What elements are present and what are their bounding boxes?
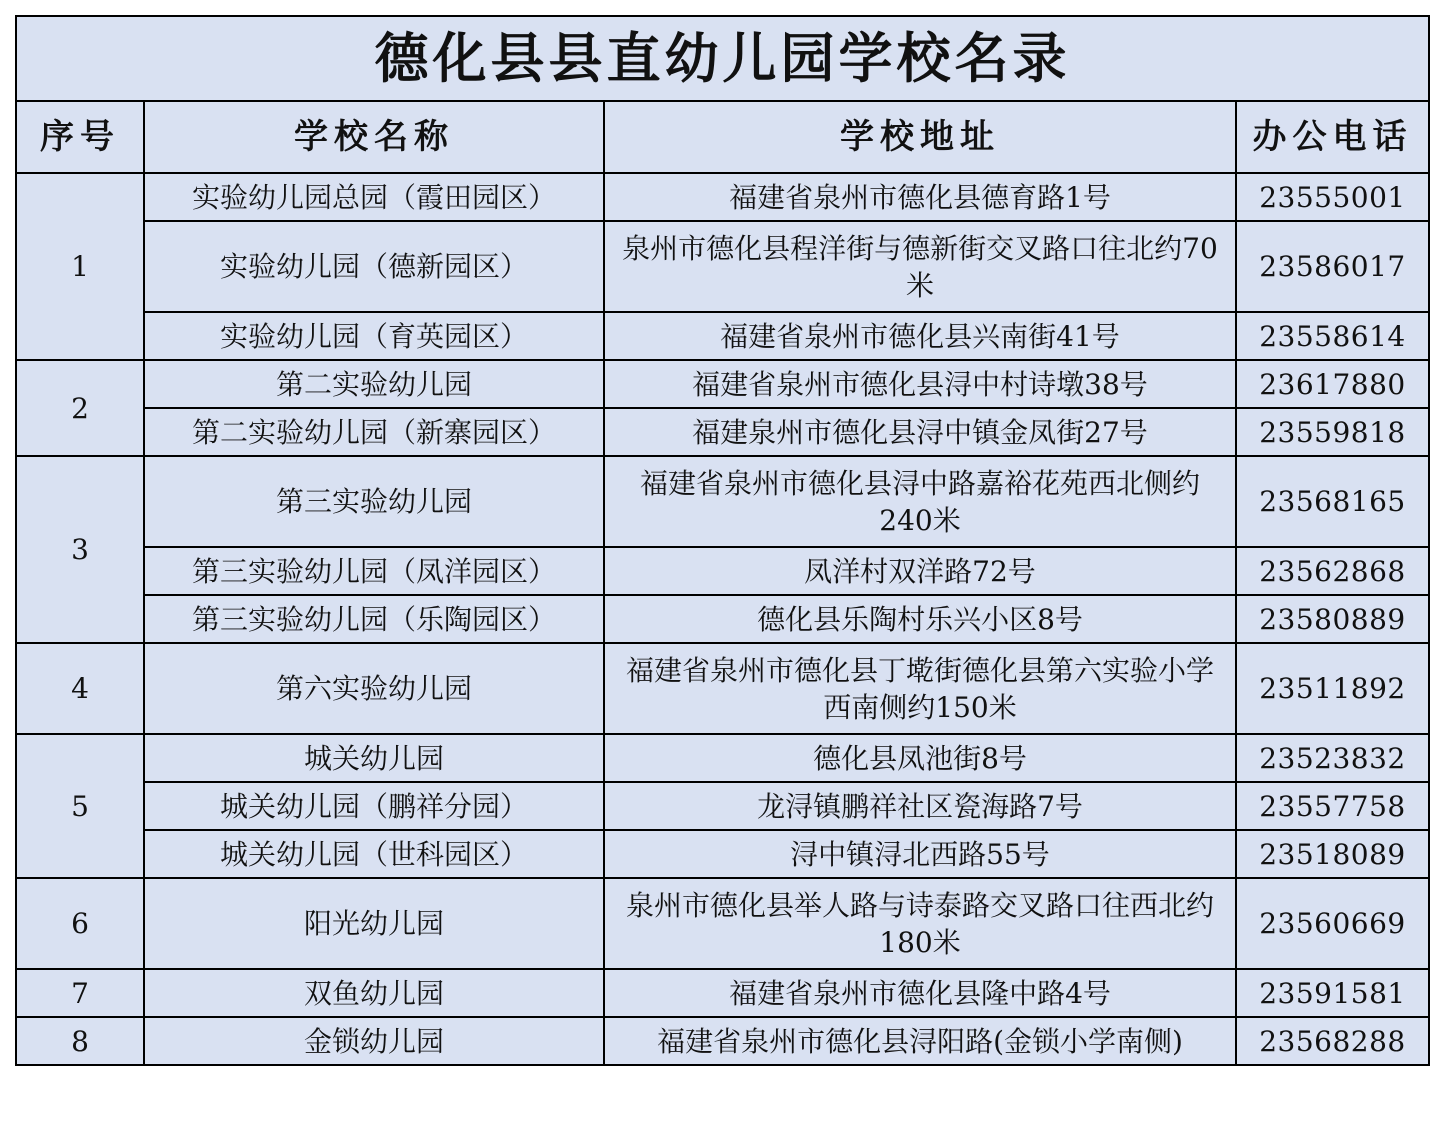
school-name-cell: 第三实验幼儿园（凤洋园区） (144, 547, 604, 595)
table-row (16, 312, 1429, 360)
school-name-cell: 城关幼儿园 (144, 734, 604, 782)
table-row (16, 221, 1429, 312)
table-row (16, 969, 1429, 1017)
school-phone-cell: 23560669 (1236, 878, 1429, 969)
school-address-cell: 凤洋村双洋路72号 (604, 547, 1236, 595)
table-row (16, 456, 1429, 547)
school-address-cell: 浔中镇浔北西路55号 (604, 830, 1236, 878)
kindergarten-directory-table (15, 15, 1430, 1066)
kindergarten-directory-sheet (15, 15, 1428, 1110)
page-title: 德化县县直幼儿园学校名录 (16, 16, 1429, 101)
seq-cell: 2 (16, 360, 144, 456)
header-row (16, 101, 1429, 173)
header-seq: 序号 (16, 101, 144, 173)
school-phone-cell: 23558614 (1236, 312, 1429, 360)
school-address-cell: 福建省泉州市德化县浔中路嘉裕花苑西北侧约240米 (604, 456, 1236, 547)
school-phone-cell: 23568165 (1236, 456, 1429, 547)
table-row (16, 878, 1429, 969)
table-row (16, 1017, 1429, 1065)
school-address-cell: 德化县凤池街8号 (604, 734, 1236, 782)
school-address-cell: 福建省泉州市德化县隆中路4号 (604, 969, 1236, 1017)
seq-cell: 5 (16, 734, 144, 878)
table-row (16, 408, 1429, 456)
school-address-cell: 福建省泉州市德化县兴南街41号 (604, 312, 1236, 360)
school-address-cell: 德化县乐陶村乐兴小区8号 (604, 595, 1236, 643)
school-phone-cell: 23559818 (1236, 408, 1429, 456)
school-name-cell: 金锁幼儿园 (144, 1017, 604, 1065)
school-name-cell: 第三实验幼儿园 (144, 456, 604, 547)
school-phone-cell: 23557758 (1236, 782, 1429, 830)
school-phone-cell: 23511892 (1236, 643, 1429, 734)
header-address: 学校地址 (604, 101, 1236, 173)
seq-cell: 7 (16, 969, 144, 1017)
school-name-cell: 阳光幼儿园 (144, 878, 604, 969)
seq-cell: 6 (16, 878, 144, 969)
school-name-cell: 第二实验幼儿园 (144, 360, 604, 408)
table-row (16, 173, 1429, 221)
school-phone-cell: 23591581 (1236, 969, 1429, 1017)
table-row (16, 830, 1429, 878)
school-address-cell: 福建省泉州市德化县丁墘街德化县第六实验小学西南侧约150米 (604, 643, 1236, 734)
school-address-cell: 福建省泉州市德化县德育路1号 (604, 173, 1236, 221)
school-name-cell: 实验幼儿园（德新园区） (144, 221, 604, 312)
school-address-cell: 福建省泉州市德化县浔中村诗墩38号 (604, 360, 1236, 408)
school-address-cell: 福建省泉州市德化县浔阳路(金锁小学南侧) (604, 1017, 1236, 1065)
school-name-cell: 第三实验幼儿园（乐陶园区） (144, 595, 604, 643)
header-name: 学校名称 (144, 101, 604, 173)
table-row (16, 643, 1429, 734)
table-row (16, 360, 1429, 408)
table-row (16, 734, 1429, 782)
school-phone-cell: 23555001 (1236, 173, 1429, 221)
school-phone-cell: 23568288 (1236, 1017, 1429, 1065)
school-phone-cell: 23518089 (1236, 830, 1429, 878)
table-row (16, 782, 1429, 830)
school-phone-cell: 23586017 (1236, 221, 1429, 312)
school-phone-cell: 23617880 (1236, 360, 1429, 408)
school-address-cell: 泉州市德化县举人路与诗泰路交叉路口往西北约180米 (604, 878, 1236, 969)
table-row (16, 547, 1429, 595)
seq-cell: 3 (16, 456, 144, 643)
school-name-cell: 第二实验幼儿园（新寨园区） (144, 408, 604, 456)
header-phone: 办公电话 (1236, 101, 1429, 173)
table-row (16, 595, 1429, 643)
school-name-cell: 双鱼幼儿园 (144, 969, 604, 1017)
school-phone-cell: 23580889 (1236, 595, 1429, 643)
school-address-cell: 龙浔镇鹏祥社区瓷海路7号 (604, 782, 1236, 830)
title-row (16, 16, 1429, 101)
school-phone-cell: 23562868 (1236, 547, 1429, 595)
school-name-cell: 城关幼儿园（世科园区） (144, 830, 604, 878)
school-address-cell: 泉州市德化县程洋街与德新街交叉路口往北约70米 (604, 221, 1236, 312)
seq-cell: 1 (16, 173, 144, 360)
seq-cell: 4 (16, 643, 144, 734)
school-phone-cell: 23523832 (1236, 734, 1429, 782)
school-name-cell: 实验幼儿园（育英园区） (144, 312, 604, 360)
school-name-cell: 实验幼儿园总园（霞田园区） (144, 173, 604, 221)
seq-cell: 8 (16, 1017, 144, 1065)
school-name-cell: 第六实验幼儿园 (144, 643, 604, 734)
school-name-cell: 城关幼儿园（鹏祥分园） (144, 782, 604, 830)
school-address-cell: 福建泉州市德化县浔中镇金凤街27号 (604, 408, 1236, 456)
